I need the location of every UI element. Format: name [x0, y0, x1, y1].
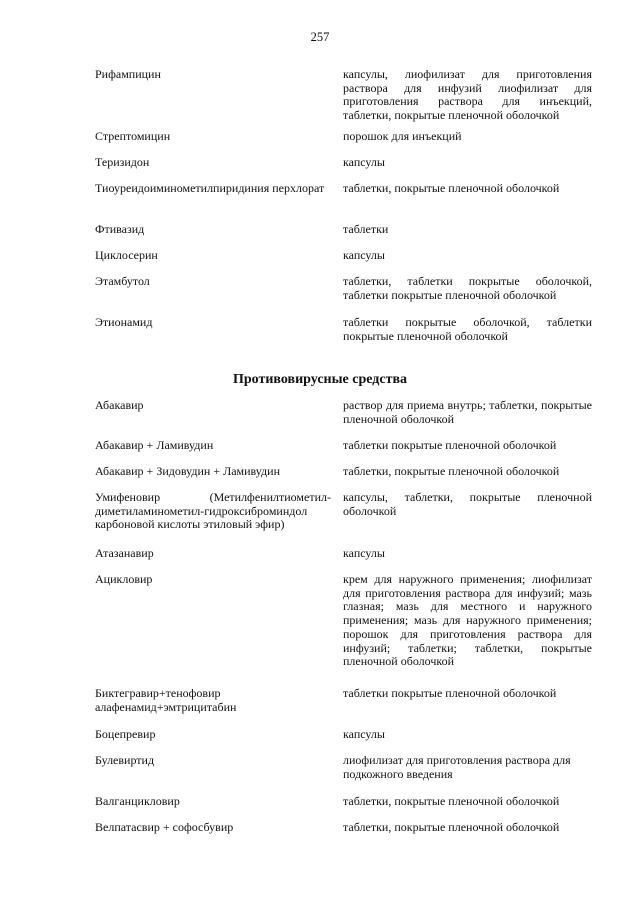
drug-name: Рифампицин — [95, 67, 161, 81]
dosage-form: таблетки покрытые пленочной оболочкой — [343, 438, 557, 452]
drug-name: Этамбутол — [95, 274, 150, 288]
drug-name: Теризидон — [95, 155, 150, 169]
section-heading-antivirals: Противовирусные средства — [232, 372, 408, 387]
dosage-form: таблетки покрытые оболочкой, таблетки покрытые пленочной оболочкой — [343, 315, 592, 343]
drug-name: Умифеновир (Метилфенилтиометил-диметиламинометил-гидроксиброминдол карбоновой кислоты этиловый эфир) — [95, 490, 331, 532]
drug-name: Тиоуреидоиминометилпиридиния перхлорат — [95, 181, 325, 195]
dosage-form: таблетки, таблетки покрытые оболочкой, таблетки покрытые пленочной оболочкой — [343, 274, 592, 302]
drug-name: Булевиртид — [95, 753, 155, 767]
drug-name: Абакавир — [95, 398, 144, 412]
dosage-form: таблетки покрытые пленочной оболочкой — [343, 686, 557, 700]
dosage-form: порошок для инъекций — [343, 129, 462, 143]
drug-name: Валганцикловир — [95, 794, 180, 808]
dosage-form: капсулы — [343, 248, 385, 262]
dosage-form: таблетки, покрытые пленочной оболочкой — [343, 181, 560, 195]
dosage-form: капсулы — [343, 546, 385, 560]
drug-name: Абакавир + Зидовудин + Ламивудин — [95, 464, 281, 478]
dosage-form: капсулы, таблетки, покрытые пленочной оболочкой — [343, 490, 592, 518]
drug-name: Атазанавир — [95, 546, 154, 560]
drug-name: Циклосерин — [95, 248, 158, 262]
dosage-form: крем для наружного применения; лиофилизат для приготовления раствора для инфузий; мазь глазная; мазь для местного и наружного применения; мазь для наружного применения; порошок для приготовления раствора для инфузий; таблетки; таблетки, покрытые пленочной оболочкой — [343, 572, 592, 669]
dosage-form: капсулы, лиофилизат для приготовления раствора для инфузий лиофилизат для приготовления раствора для инъекций, таблетки, покрытые пленочной оболочкой — [343, 67, 592, 123]
drug-name: Этионамид — [95, 315, 153, 329]
dosage-form: таблетки — [343, 222, 389, 236]
dosage-form: капсулы — [343, 727, 385, 741]
page-number: 257 — [310, 30, 330, 44]
drug-name: Биктегравир+тенофовир алафенамид+эмтрицитабин — [95, 686, 237, 714]
dosage-form: капсулы — [343, 155, 385, 169]
drug-name: Велпатасвир + софосбувир — [95, 820, 234, 834]
dosage-form: таблетки, покрытые пленочной оболочкой — [343, 820, 560, 834]
dosage-form: раствор для приема внутрь; таблетки, покрытые пленочной оболочкой — [343, 398, 592, 426]
dosage-form: таблетки, покрытые пленочной оболочкой — [343, 794, 560, 808]
drug-name: Стрептомицин — [95, 129, 171, 143]
drug-name: Боцепревир — [95, 727, 156, 741]
drug-name: Фтивазид — [95, 222, 145, 236]
drug-name: Абакавир + Ламивудин — [95, 438, 214, 452]
drug-name: Ацикловир — [95, 572, 153, 586]
dosage-form: таблетки, покрытые пленочной оболочкой — [343, 464, 560, 478]
dosage-form: лиофилизат для приготовления раствора для подкожного введения — [343, 753, 571, 781]
